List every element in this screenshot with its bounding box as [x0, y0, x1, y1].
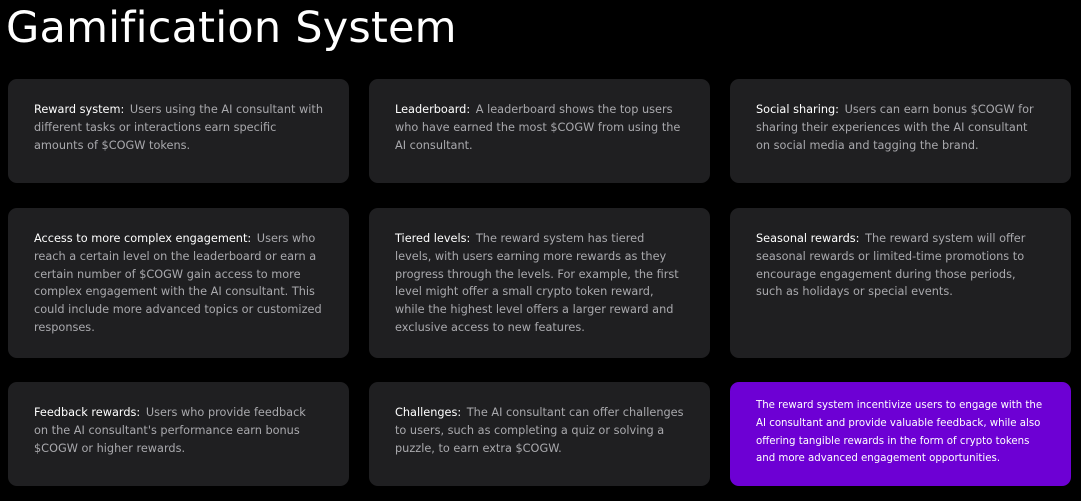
card-description: Users using the AI consultant with different tasks or interactions earn specific amounts of $COGW tokens. — [34, 103, 324, 152]
card-term: Leaderboard — [395, 103, 467, 116]
summary-text: The reward system incentivize users to engage with the AI consultant and provide valuable feedback, while also offering tangible rewards in the form of crypto tokens and more advanced engagement opportunities. — [756, 400, 1043, 465]
card-term: Reward system — [34, 103, 121, 116]
card-term: Challenges — [395, 406, 458, 419]
card-term-separator: : — [835, 103, 839, 116]
card-term-separator: : — [136, 406, 141, 419]
card-term-separator: : — [457, 406, 462, 419]
card-challenges — [369, 382, 710, 486]
card-social-sharing — [730, 79, 1071, 183]
summary-card — [730, 382, 1071, 486]
card-description: Users can earn bonus $COGW for sharing their experiences with the AI consultant on social media and tagging the brand. — [756, 103, 1034, 152]
card-seasonal-rewards — [730, 208, 1071, 358]
card-description: Users who reach a certain level on the leaderboard or earn a certain number of $COGW gain access to more complex engagement with the AI consultant. This could include more advanced topics or customized responses. — [34, 232, 322, 334]
card-tiered-levels — [369, 208, 710, 358]
card-complex-engagement — [8, 208, 349, 358]
page-title: Gamification System — [6, 3, 457, 53]
card-term: Social sharing — [756, 103, 836, 116]
card-description: The reward system has tiered levels, with users earning more rewards as they progress through the levels. For example, the first level might offer a small crypto token reward, while the highest level offers a larger reward and exclusive access to new features. — [395, 232, 679, 334]
card-term-separator: : — [247, 232, 252, 245]
card-feedback-rewards — [8, 382, 349, 486]
card-reward-system — [8, 79, 349, 183]
card-term: Seasonal rewards — [756, 232, 856, 245]
card-term: Tiered levels — [395, 232, 467, 245]
card-description: Users who provide feedback on the AI consultant's performance earn bonus $COGW or higher rewards. — [34, 406, 306, 455]
card-term-separator: : — [855, 232, 860, 245]
card-term-separator: : — [466, 103, 471, 116]
card-term-separator: : — [466, 232, 471, 245]
card-term: Feedback rewards — [34, 406, 137, 419]
card-term-separator: : — [120, 103, 125, 116]
card-description: A leaderboard shows the top users who have earned the most $COGW from using the AI consultant. — [395, 103, 681, 152]
card-description: The reward system will offer seasonal rewards or limited-time promotions to encourage engagement during those periods, such as holidays or special events. — [756, 232, 1026, 299]
card-leaderboard — [369, 79, 710, 183]
card-description: The AI consultant can offer challenges to users, such as completing a quiz or solving a puzzle, to earn extra $COGW. — [395, 406, 684, 455]
card-term: Access to more complex engagement — [34, 232, 248, 245]
